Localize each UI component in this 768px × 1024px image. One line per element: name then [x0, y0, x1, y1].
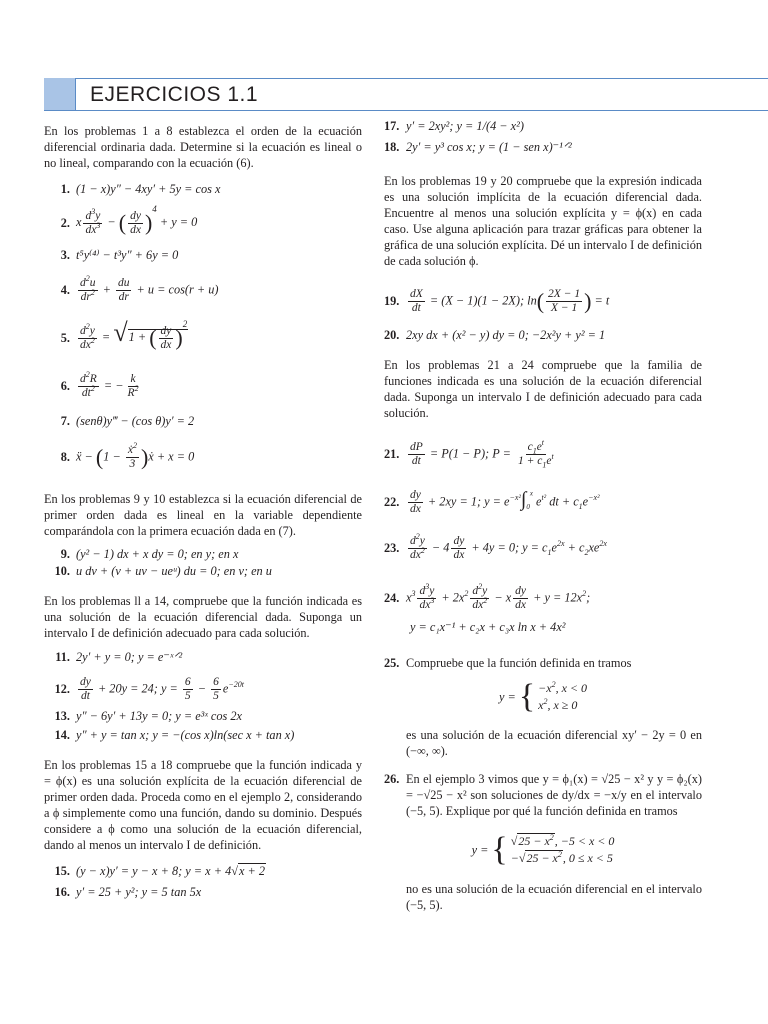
problem-26: 26. En el ejemplo 3 vimos que y = ϕ₁(x) = √25 − x² y y = ϕ₂(x) = −√25 − x² son soluciones de dy/dx = −x/y en el intervalo (−5, 5). Explique por qué la función definida en tramos	[384, 772, 702, 818]
problem-18: 18. 2y′ = y³ cos x; y = (1 − sen x)⁻¹ᐟ²	[384, 140, 572, 154]
problem-1: 1. (1 − x)y″ − 4xy′ + 5y = cos x	[60, 182, 221, 196]
intro-problems-1-8: En los problemas 1 a 8 establezca el orden de la ecuación diferencial ordinaria dada. Determine si la ecuación es lineal o no lineal, comparando con la ecuación (6).	[44, 124, 362, 170]
problem-24-solution: y = c₁x⁻¹ + c₂x + c₃x ln x + 4x²	[410, 620, 566, 634]
intro-problems-19-20: En los problemas 19 y 20 compruebe que la expresión indicada es una solución implícita de la ecuación diferencial dada. Encuentre al menos una solución explícita y = ϕ(x) en cada caso. Use alguna aplicación para trazar gráficas para obtener la gráfica de una solución explícita. Dé un intervalo I de definición de cada solución ϕ.	[384, 174, 702, 268]
problem-5-equation: $\frac{d^2y}{dx^2}$ = √1 + ( $\frac{dy}{dx}$ )$^2$	[80, 318, 188, 351]
header-bottom-rule	[44, 110, 768, 111]
problem-23-equation: $\frac{d^2y}{dx^2}$ − 4 $\frac{dy}{dx}$ + 4y = 0; $y = c_1e^{2x} + c_2xe^{2x}$	[410, 531, 607, 561]
problem-9: 9. (y² − 1) dx + x dy = 0; en y; en x	[60, 547, 239, 561]
intro-problems-15-18: En los problemas 15 a 18 compruebe que la función indicada y = ϕ(x) es una solución explícita de la ecuación diferencial de primer orden dada. Proceda como en el ejemplo 2, considerando a ϕ simplemente como una función, dando su dominio. Después considere a ϕ como una solución de la ecuación diferencial, dando al menos un intervalo I de definición.	[44, 758, 362, 852]
problem-14: 14. y″ + y = tan x; y = −(cos x)ln(sec x + tan x)	[54, 728, 295, 742]
problem-23: 23. $\frac{d^2y}{dx^2}$ − 4 $\frac{dy}{dx}$ + 4y = 0; $y = c_1e^{2x} + c_2xe^{2x}$	[384, 531, 607, 561]
problem-3: 3. t⁵y⁽⁴⁾ − t³y″ + 6y = 0	[60, 248, 179, 262]
problem-22-equation: $\frac{dy}{dx}$ + 2xy = 1; $y = e^{-x^2}\int_0^x$ $e^{t^2}$ dt + $c_1e^{-x^2}$	[410, 487, 600, 515]
problem-8-equation: ẍ − (1 − $\frac{ẋ^2}{3}$ )ẋ + x = 0	[76, 440, 195, 470]
problem-22: 22. $\frac{dy}{dx}$ + 2xy = 1; $y = e^{-x^2}\int_0^x$ $e^{t^2}$ dt + $c_1e^{-x^2}$	[384, 487, 600, 515]
section-tab-marker	[44, 78, 76, 111]
problem-2-equation: x $\frac{d^3y}{dx^3}$ − ( $\frac{dy}{dx}$ )$^4$ + y = 0	[76, 204, 198, 236]
problem-21-equation: $\frac{dP}{dt}$ = P(1 − P); P = $\frac{c_1e^t}{1 + c_1e^t}$	[410, 437, 554, 469]
problem-21: 21. $\frac{dP}{dt}$ = P(1 − P); P = $\frac{c_1e^t}{1 + c_1e^t}$	[384, 437, 702, 471]
left-column	[44, 118, 362, 900]
intro-problems-21-24: En los problemas 21 a 24 compruebe que la familia de funciones indicada es una solución de la ecuación diferencial dada. Suponga un intervalo I de definición adecuado para cada solución.	[384, 358, 702, 420]
problem-10: 10. u dv + (v + uv − ueᵘ) du = 0; en v; en u	[54, 564, 272, 578]
problem-25-piecewise: y = { $-x^2$, x < 0 $x^2$, x ≥ 0	[498, 678, 588, 715]
problem-13: 13. y″ − 6y′ + 13y = 0; y = e³ˣ cos 2x	[54, 709, 242, 723]
problem-4: 4. $\frac{d^2u}{dr^2}$ + $\frac{du}{dr}$ + u = cos(r + u)	[60, 273, 219, 303]
problem-12: 12. $\frac{dy}{dt}$ + 20y = 24; y = $\frac{6}{5}$ − $\frac{6}{5}$ $e^{-20t}$	[54, 675, 244, 702]
right-column	[384, 118, 702, 913]
problem-4-equation: $\frac{d^2u}{dr^2}$ + $\frac{du}{dr}$ + u = cos(r + u)	[80, 273, 219, 303]
problem-26-piecewise: y = { $√25 - x^2$, −5 < x < 0 $-√25 - x^2$, 0 ≤ x < 5	[471, 831, 615, 868]
intro-problems-9-10: En los problemas 9 y 10 establezca si la ecuación diferencial de primer orden dada es lineal en la variable dependiente comparándola con la primera ecuación dada en (7).	[44, 492, 362, 538]
problem-2: 2. x $\frac{d^3y}{dx^3}$ − ( $\frac{dy}{dx}$ )$^4$ + y = 0	[60, 204, 198, 236]
problem-25-conclusion: es una solución de la ecuación diferencial xy′ − 2y = 0 en (−∞, ∞).	[406, 728, 702, 758]
problem-12-equation: $\frac{dy}{dt}$ + 20y = 24; y = $\frac{6}{5}$ − $\frac{6}{5}$ $e^{-20t}$	[80, 675, 244, 702]
intro-problems-11-14: En los problemas ll a 14, compruebe que la función indicada es una solución de la ecuación diferencial dada. Suponga un intervalo I de definición adecuado para cada solución.	[44, 594, 362, 640]
problem-24: 24. $x^3$ $\frac{d^3y}{dx^3}$ + $2x^2$ $\frac{d^2y}{dx^2}$ − x $\frac{dy}{dx}$ + $y = 12x^2$;	[384, 581, 591, 611]
problem-16: 16. y′ = 25 + y²; y = 5 tan 5x	[54, 885, 202, 899]
problem-5: 5. $\frac{d^2y}{dx^2}$ = √1 + ( $\frac{dy}{dx}$ )$^2$	[60, 318, 188, 351]
problem-8: 8. ẍ − (1 − $\frac{ẋ^2}{3}$ )ẋ + x = 0	[60, 440, 195, 470]
problem-11: 11. 2y′ + y = 0; y = e⁻ˣᐟ²	[55, 650, 183, 664]
problem-20: 20. 2xy dx + (x² − y) dy = 0; −2x²y + y² = 1	[384, 328, 606, 342]
problem-15: 15. (y − x)y′ = y − x + 8; y = x + 4√x + 2	[54, 864, 266, 878]
problem-17: 17. y′ = 2xy²; y = 1/(4 − x²)	[384, 119, 524, 133]
problem-7: 7. (senθ)y‴ − (cos θ)y′ = 2	[60, 414, 195, 428]
problem-6: 6. $\frac{d^2R}{dt^2}$ = − $\frac{k}{R^2}$	[44, 369, 362, 403]
problem-26-conclusion: no es una solución de la ecuación diferencial en el intervalo (−5, 5).	[406, 882, 702, 912]
problem-25: 25. Compruebe que la función definida en tramos	[384, 656, 632, 670]
problem-19: 19. $\frac{dX}{dt}$ = (X − 1)(1 − 2X); ln( $\frac{2X - 1}{X - 1}$ ) = t	[384, 287, 610, 314]
problem-24-equation: $x^3$ $\frac{d^3y}{dx^3}$ + $2x^2$ $\frac{d^2y}{dx^2}$ − x $\frac{dy}{dx}$ + $y = 12x^2$;	[406, 581, 591, 611]
header-top-rule	[44, 78, 768, 79]
section-title: EJERCICIOS 1.1	[90, 83, 259, 106]
problem-19-equation: $\frac{dX}{dt}$ = (X − 1)(1 − 2X); ln( $\frac{2X - 1}{X - 1}$ ) = t	[410, 287, 610, 314]
problem-6-equation: $\frac{d^2R}{dt^2}$ = − $\frac{k}{R^2}$	[80, 369, 139, 399]
